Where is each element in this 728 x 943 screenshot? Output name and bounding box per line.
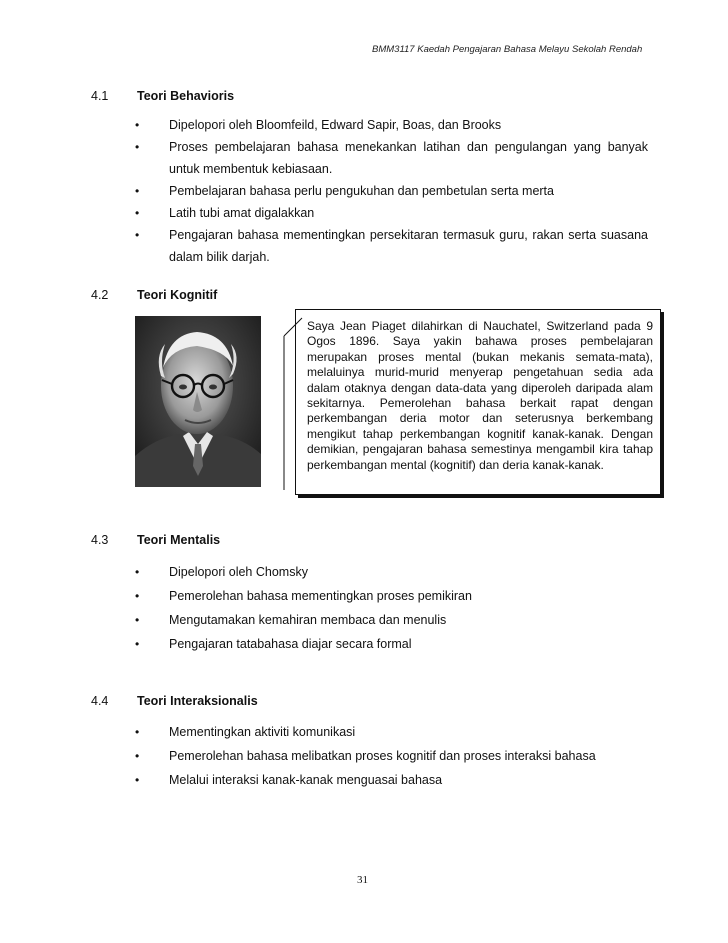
- section-title-interaksionalis: Teori Interaksionalis: [137, 694, 258, 708]
- section-number: 4.2: [91, 288, 109, 302]
- running-header: BMM3117 Kaedah Pengajaran Bahasa Melayu Sekolah Rendah: [372, 44, 643, 55]
- list-item: • Pengajaran tatabahasa diajar secara formal: [124, 632, 648, 656]
- section-title-mentalis: Teori Mentalis: [137, 533, 221, 547]
- list-item: • Mengutamakan kemahiran membaca dan menulis: [124, 608, 648, 632]
- list-item: • Proses pembelajaran bahasa menekankan latihan dan pengulangan yang banyak untuk membentuk kebiasaan.: [124, 136, 648, 180]
- bullet-list-behavioris: [124, 114, 648, 268]
- section-number: 4.1: [91, 89, 109, 103]
- list-item: • Pemerolehan bahasa mementingkan proses pemikiran: [124, 584, 648, 608]
- bullet-list-interaksionalis: [124, 720, 648, 792]
- section-title-behavioris: Teori Behavioris: [137, 89, 235, 103]
- piaget-quote-text: Saya Jean Piaget dilahirkan di Nauchatel, Switzerland pada 9 Ogos 1896. Saya yakin bahawa proses pembelajaran merupakan proses mental (bukan mekanis semata-mata), melaluinya murid-murid menyerap pengetahuan sedia ada dalam otaknya dengan data-data yang diperoleh daripada alam sekitarnya. Pemerolehan bahasa berkait rapat dengan perkembangan deria motor dan seterusnya berkembang mengikut tahap perkembangan kognitif kanak-kanak. Dengan demikian, pengajaran bahasa semestinya mengambil kira tahap perkembangan mental (kognitif) dan deria kanak-kanak.: [307, 319, 653, 472]
- section-number: 4.3: [91, 533, 109, 547]
- section-number: 4.4: [91, 694, 109, 708]
- portrait-photo: [135, 316, 261, 487]
- list-item: • Dipelopori oleh Bloomfeild, Edward Sapir, Boas, dan Brooks: [124, 114, 648, 136]
- bullet-list-mentalis: [124, 560, 648, 656]
- list-item: • Dipelopori oleh Chomsky: [124, 560, 648, 584]
- list-item: • Pemerolehan bahasa melibatkan proses kognitif dan proses interaksi bahasa: [124, 744, 648, 768]
- page-number: 31: [357, 874, 368, 886]
- list-item: • Pembelajaran bahasa perlu pengukuhan dan pembetulan serta merta: [124, 180, 648, 202]
- list-item: • Mementingkan aktiviti komunikasi: [124, 720, 648, 744]
- list-item: • Melalui interaksi kanak-kanak menguasai bahasa: [124, 768, 648, 792]
- section-title-kognitif: Teori Kognitif: [137, 288, 218, 302]
- list-item: • Pengajaran bahasa mementingkan persekitaran termasuk guru, rakan serta suasana dalam bilik darjah.: [124, 224, 648, 268]
- list-item: • Latih tubi amat digalakkan: [124, 202, 648, 224]
- piaget-quote-box: [295, 309, 661, 495]
